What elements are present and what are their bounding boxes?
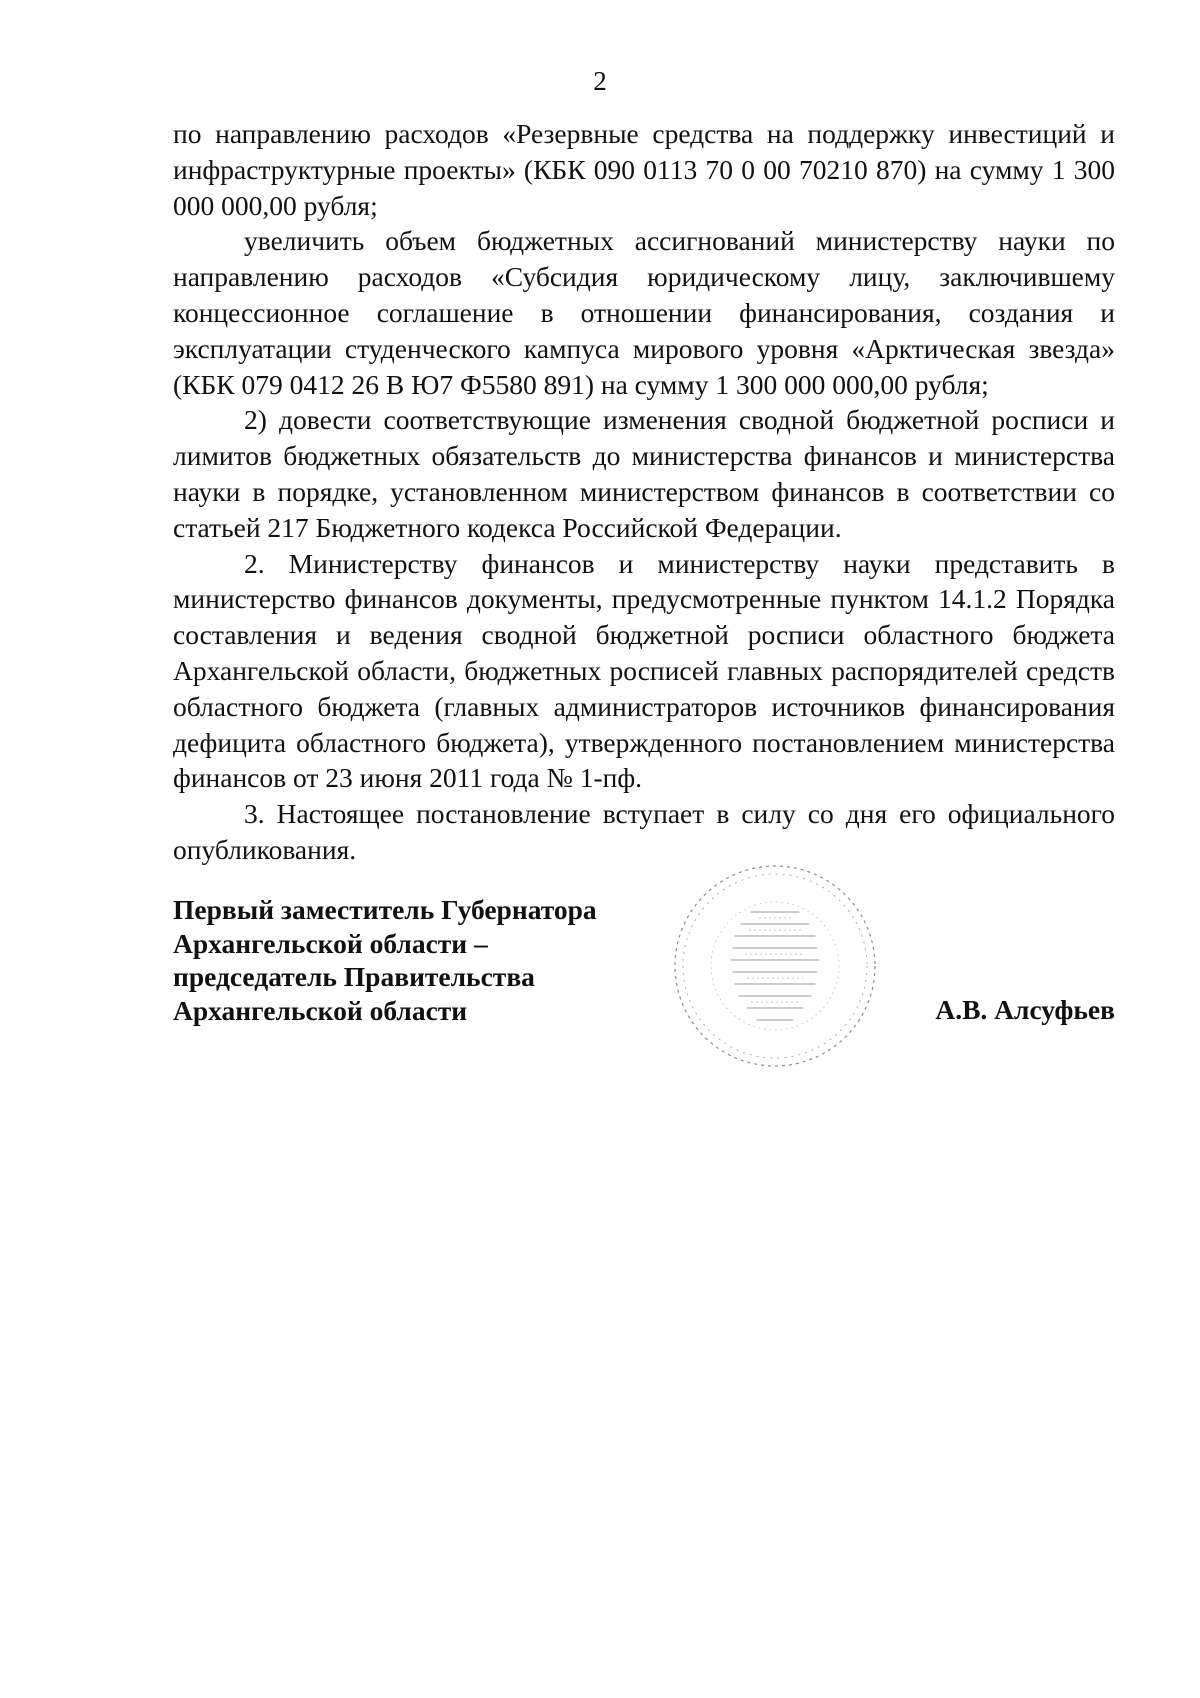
page-number: 2: [593, 66, 607, 96]
signer-title-line: Архангельской области: [173, 994, 468, 1026]
signer-title-line: председатель Правительства: [173, 961, 535, 992]
signature-block: [173, 893, 1115, 1133]
signer-name: А.В. Алсуфьев: [935, 994, 1115, 1025]
signer-title-line: Архангельской области –: [173, 927, 488, 959]
paragraph-bring-changes: 2) довести соответствующие изменения сводной бюджетной росписи и лимитов бюджетных обязательств до министерства финансов и министерства науки в порядке, установленном министерством финансов в соответствии со статьей 217 Бюджетного кодекса Российской Федерации.: [173, 404, 1115, 543]
signer-title: [173, 893, 597, 1027]
official-seal-stamp: [669, 860, 881, 1072]
paragraph-item-3: 3. Настоящее постановление вступает в силу со дня его официального опубликования.: [173, 798, 1115, 865]
seal-icon: [669, 860, 881, 1072]
document-body: [173, 116, 1115, 868]
paragraph-item-2: 2. Министерству финансов и министерству науки представить в министерство финансов документы, предусмотренные пунктом 14.1.2 Порядка составления и ведения сводной бюджетной росписи областного бюджета Архангельской области, бюджетных росписей главных распорядителей средств областного бюджета (главных администраторов источников финансирования дефицита областного бюджета), утвержденного постановлением министерства финансов от 23 июня 2011 года № 1-пф.: [173, 547, 1115, 794]
paragraph-continuation: по направлению расходов «Резервные средства на поддержку инвестиций и инфраструктурные проекты» (КБК 090 0113 70 0 00 70210 870) на сумму 1 300 000 000,00 рубля;: [173, 118, 1115, 221]
signer-title-line: Первый заместитель Губернатора: [173, 894, 597, 925]
paragraph-increase-allocations: увеличить объем бюджетных ассигнований министерству науки по направлению расходов «Субсидия юридическому лицу, заключившему концессионное соглашение в отношении финансирования, создания и эксплуатации студенческого кампуса мирового уровня «Арктическая звезда» (КБК 079 0412 26 В Ю7 Ф5580 891) на сумму 1 300 000 000,00 рубля;: [173, 225, 1115, 400]
